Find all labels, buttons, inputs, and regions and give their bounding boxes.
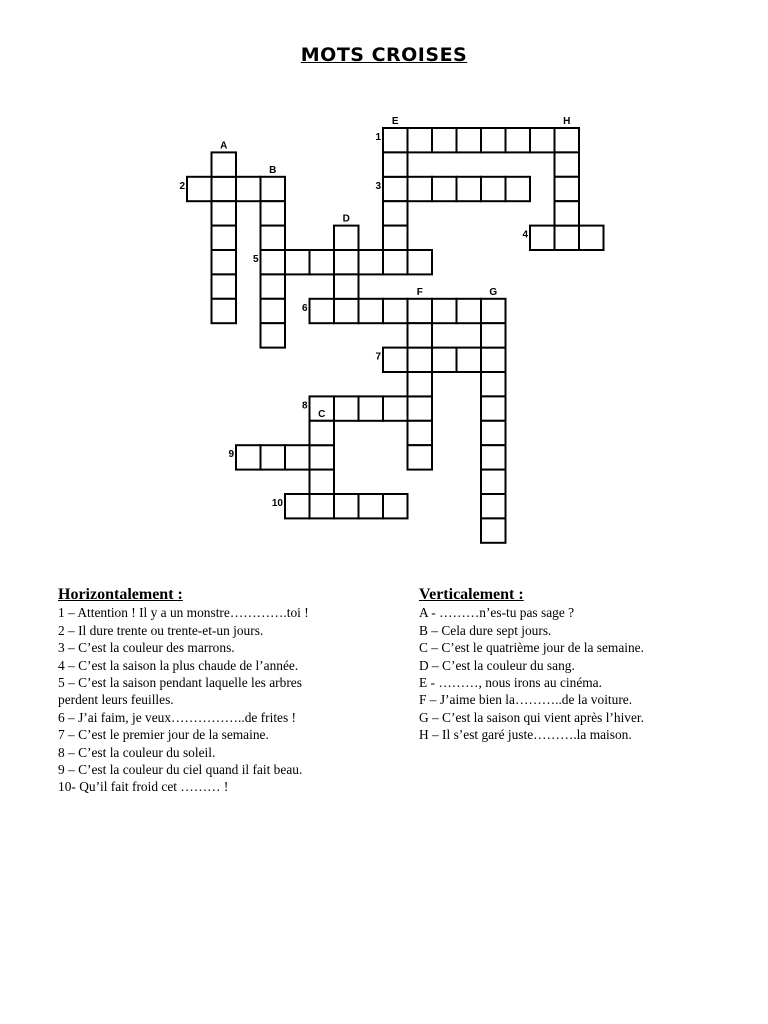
grid-cell[interactable]	[261, 201, 286, 225]
clue-down-b: B – Cela dure sept jours.	[419, 622, 552, 638]
grid-cell[interactable]	[408, 445, 433, 469]
grid-cell[interactable]	[261, 274, 286, 298]
clue-across-1: 1 – Attention ! Il y a un monstre………….toi !	[58, 605, 309, 621]
word-label-5: 5	[252, 254, 259, 265]
grid-cell[interactable]	[212, 250, 237, 274]
clue-across-10: 10- Qu’il fait froid cet ……… !	[58, 779, 229, 795]
word-label-4: 4	[522, 229, 528, 241]
word-label-2: 2	[179, 180, 185, 192]
word-label-10: 10	[271, 498, 283, 509]
grid-cell[interactable]	[481, 323, 506, 347]
grid-cell[interactable]	[481, 494, 506, 518]
grid-cell[interactable]	[310, 494, 335, 518]
grid-cell[interactable]	[310, 445, 335, 469]
grid-cell[interactable]	[212, 177, 237, 201]
grid-cell[interactable]	[359, 299, 384, 323]
word-label-1: 1	[375, 132, 381, 143]
grid-cell[interactable]	[359, 494, 384, 518]
grid-cell[interactable]	[212, 299, 237, 323]
grid-cell[interactable]	[359, 250, 384, 274]
grid-cell[interactable]	[383, 201, 408, 225]
grid-cell[interactable]	[481, 372, 506, 396]
grid-cell[interactable]	[432, 177, 457, 201]
grid-cell[interactable]	[408, 177, 433, 201]
clue-across-9: 9 – C’est la couleur du ciel quand il fait beau.	[58, 762, 303, 778]
clue-down-h: H – Il s’est garé juste……….la maison.	[419, 727, 632, 743]
clue-down-g: G – C’est la saison qui vient après l’hiver.	[419, 709, 644, 725]
horizontal-heading: Horizontalement :	[58, 586, 183, 603]
clue-down-e: E - ………, nous irons au cinéma.	[419, 675, 602, 691]
grid-cell[interactable]	[334, 396, 359, 420]
clue-down-f: F – J’aime bien la………..de la voiture.	[419, 692, 633, 708]
clue-across-3: 3 – C’est la couleur des marrons.	[58, 640, 235, 656]
clue-across-7: 7 – C’est le premier jour de la semaine.	[58, 727, 269, 743]
grid-cell[interactable]	[383, 348, 408, 372]
grid-cell[interactable]	[555, 177, 580, 201]
word-label-3: 3	[375, 180, 381, 192]
grid-cell[interactable]	[310, 250, 335, 274]
grid-cell[interactable]	[481, 348, 506, 372]
grid-cell[interactable]	[187, 177, 212, 201]
word-label-7: 7	[375, 351, 381, 363]
word-label-f: F	[416, 286, 423, 298]
clue-down-d: D – C’est la couleur du sang.	[419, 657, 575, 673]
grid-cell[interactable]	[481, 445, 506, 469]
grid-cell[interactable]	[261, 445, 286, 469]
grid-cell[interactable]	[432, 128, 457, 152]
grid-cell[interactable]	[457, 348, 482, 372]
grid-cell[interactable]	[383, 177, 408, 201]
vertical-heading: Verticalement :	[419, 586, 524, 603]
grid-cell[interactable]	[212, 152, 237, 176]
grid-cell[interactable]	[555, 128, 580, 152]
grid-cell[interactable]	[310, 470, 335, 494]
grid-cell[interactable]	[285, 494, 310, 518]
grid-cell[interactable]	[457, 299, 482, 323]
word-label-g: G	[489, 286, 498, 298]
clue-across-5: 5 – C’est la saison pendant laquelle les arbres perdent leurs feuilles.	[58, 675, 302, 708]
grid-cell[interactable]	[334, 299, 359, 323]
grid-cell[interactable]	[579, 226, 604, 250]
grid-cell[interactable]	[261, 226, 286, 250]
grid-cell[interactable]	[383, 250, 408, 274]
grid-cell[interactable]	[530, 226, 555, 250]
grid-cell[interactable]	[334, 226, 359, 250]
grid-cell[interactable]	[334, 250, 359, 274]
grid-cell[interactable]	[432, 299, 457, 323]
grid-cell[interactable]	[481, 299, 506, 323]
grid-cell[interactable]	[383, 396, 408, 420]
clue-down-a: A - ………n’es-tu pas sage ?	[419, 605, 575, 621]
grid-cell[interactable]	[408, 128, 433, 152]
grid-cell[interactable]	[408, 348, 433, 372]
grid-cell[interactable]	[555, 152, 580, 176]
grid-cell[interactable]	[555, 201, 580, 225]
grid-cell[interactable]	[310, 421, 335, 445]
grid-cell[interactable]	[457, 177, 482, 201]
word-label-c: C	[318, 408, 326, 420]
grid-cell[interactable]	[481, 177, 506, 201]
grid-cell[interactable]	[236, 177, 261, 201]
clue-across-2: 2 – Il dure trente ou trente-et-un jours.	[58, 622, 264, 638]
grid-cell[interactable]	[457, 128, 482, 152]
grid-cell[interactable]	[285, 250, 310, 274]
grid-cell[interactable]	[408, 372, 433, 396]
grid-cell[interactable]	[236, 445, 261, 469]
word-label-a: A	[220, 140, 228, 152]
word-label-h: H	[563, 116, 571, 127]
grid-cell[interactable]	[212, 226, 237, 250]
grid-cell[interactable]	[481, 421, 506, 445]
grid-cell[interactable]	[334, 494, 359, 518]
grid-cell[interactable]	[310, 299, 335, 323]
grid-cell[interactable]	[408, 323, 433, 347]
grid-cell[interactable]	[212, 201, 237, 225]
grid-cell[interactable]	[408, 250, 433, 274]
grid-cell[interactable]	[261, 299, 286, 323]
grid-cell[interactable]	[432, 348, 457, 372]
grid-cell[interactable]	[383, 226, 408, 250]
word-label-e: E	[391, 116, 399, 127]
clue-across-6: 6 – J’ai faim, je veux……………..de frites !	[58, 709, 296, 725]
grid-cell[interactable]	[383, 494, 408, 518]
grid-cell[interactable]	[383, 299, 408, 323]
grid-cell[interactable]	[481, 396, 506, 420]
grid-cell[interactable]	[530, 128, 555, 152]
vertical-clues	[419, 586, 739, 744]
grid-cell[interactable]	[408, 421, 433, 445]
grid-cell[interactable]	[506, 128, 531, 152]
grid-cell[interactable]	[481, 518, 506, 542]
page-title: MOTS CROISES	[300, 44, 468, 66]
grid-cell[interactable]	[285, 445, 310, 469]
clue-across-8: 8 – C’est la couleur du soleil.	[58, 744, 216, 760]
grid-cell[interactable]	[506, 177, 531, 201]
grid-cell[interactable]	[261, 177, 286, 201]
grid-cell[interactable]	[408, 299, 433, 323]
word-label-6: 6	[301, 302, 308, 314]
word-label-b: B	[269, 164, 277, 176]
horizontal-clues	[58, 586, 398, 796]
grid-cell[interactable]	[383, 152, 408, 176]
grid-cell[interactable]	[481, 470, 506, 494]
grid-cell[interactable]	[408, 396, 433, 420]
clue-down-c: C – C’est le quatrième jour de la semaine.	[419, 640, 644, 656]
grid-cell[interactable]	[383, 128, 408, 152]
word-label-d: D	[342, 213, 350, 225]
grid-cell[interactable]	[555, 226, 580, 250]
grid-cell[interactable]	[261, 250, 286, 274]
clue-across-4: 4 – C’est la saison la plus chaude de l’année.	[58, 657, 299, 673]
grid-cell[interactable]	[212, 274, 237, 298]
grid-cell[interactable]	[334, 274, 359, 298]
grid-cell[interactable]	[359, 396, 384, 420]
word-label-9: 9	[228, 449, 234, 461]
grid-cell[interactable]	[481, 128, 506, 152]
grid-cell[interactable]	[261, 323, 286, 347]
word-label-8: 8	[301, 400, 308, 412]
